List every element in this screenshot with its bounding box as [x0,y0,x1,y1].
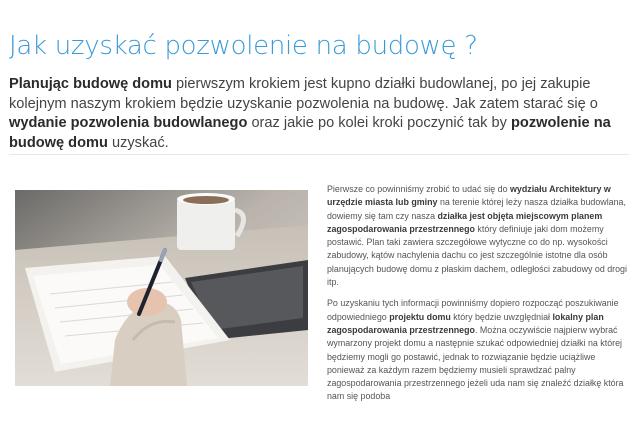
article-text-3: który definiuje jaki dom możemy postawić. Plan taki zawiera szczegółowe wytyczne co do np. wysokości zabudowy, kątów nachylenia dachu co jest szczególnie istotne dla osób planujących budowę domu z płaskim dachem, odległości zabudowy od drogi itp. [327,223,627,288]
lead-text-1: pierwszym krokiem jest kupno działki budowlanej, po jej zakupie kolejnym naszym krokiem będzie uzyskanie pozwolenia na budowę. Jak zatem starać się o [9,76,598,112]
page-title: Jak uzyskać pozwolenie na budowę ? [9,31,478,61]
article-bold-3: projektu domu [389,311,451,322]
article-photo [15,190,308,386]
article-text-5: który będzie uwzględniał [450,311,553,322]
lead-paragraph [9,75,629,153]
lead-bold-2: wydanie pozwolenia budowlanego [9,115,248,131]
article-body [327,183,629,412]
article-text-1: Pierwsze co powinniśmy zrobić to udać się do [327,184,511,194]
article-paragraph-2 [327,297,629,403]
section-divider [9,154,629,155]
article-text-6: . Można oczywiście najpierw wybrać wymarzony projekt domu a następnie szukać odpowiedniej działki na której będziemy mogli go postawić, jednak to rozwiązanie będzie uciążliwe ponieważ za każdym razem będziemy musieli sprawdzać palny zagospodarowania przestrzennego jeżeli uda nam się znaleźć działkę która nam się podoba [327,324,624,402]
lead-bold-1: Planując budowę domu [9,76,172,92]
article-text-2: na terenie której leży nasza działka budowlana, dowiemy się tam czy nasza [327,197,626,221]
lead-bold-3: pozwolenie na budowę domu [9,115,611,151]
article-text-4: Po uzyskaniu tych informacji powinniśmy dopiero rozpocząć poszukiwanie odpowiedniego [327,298,619,322]
lead-text-2: oraz jakie po kolei kroki poczynić tak by [247,115,512,131]
article-bold-4: lokalny plan zagospodarowania przestrzennego [327,311,604,335]
article-bold-1: wydziału Architektury w urzędzie miasta lub gminy [327,184,611,208]
article-bold-2: działka jest objęta miejscowym planem zagospodarowania przestrzennego [327,210,603,234]
photo-hand-writing-icon [15,190,308,386]
lead-text-3: uzyskać. [107,134,169,151]
article-paragraph-1 [327,183,629,289]
